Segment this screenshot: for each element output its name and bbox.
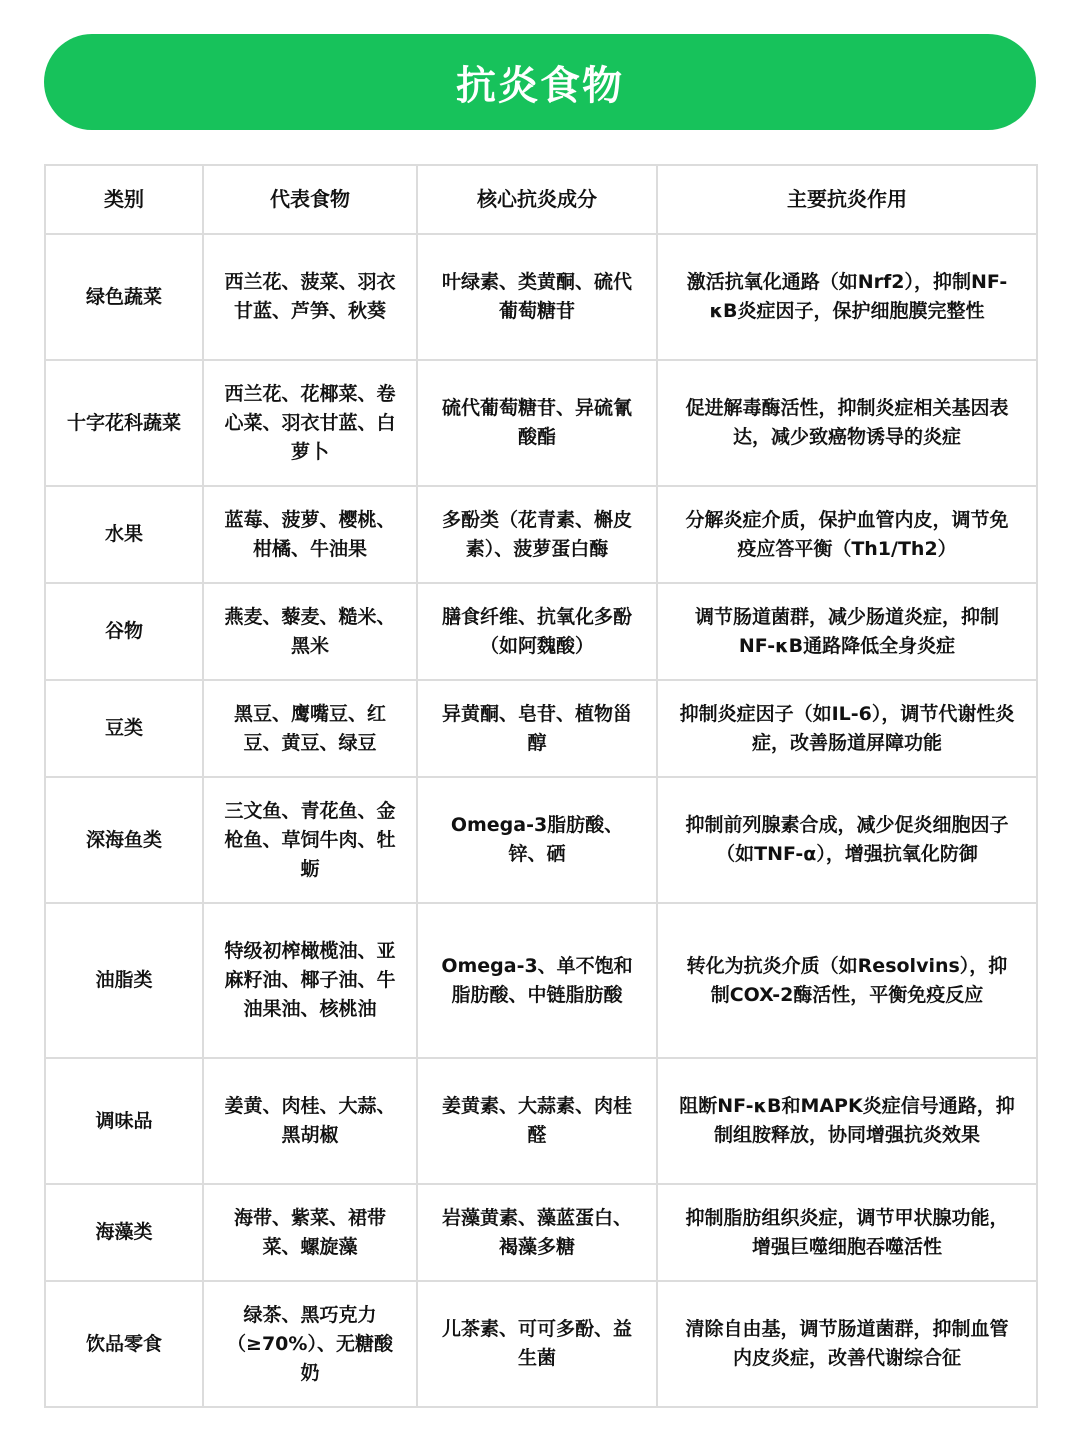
header-category: 类别: [45, 165, 203, 234]
header-components: 核心抗炎成分: [417, 165, 657, 234]
category-cell: 调味品: [45, 1058, 203, 1184]
components-cell: 异黄酮、皂苷、植物甾醇: [417, 680, 657, 777]
table-row: [45, 1281, 1037, 1407]
table-row: [45, 583, 1037, 680]
components-cell: 多酚类（花青素、槲皮素）、菠萝蛋白酶: [417, 486, 657, 583]
effects-cell: 抑制脂肪组织炎症，调节甲状腺功能，增强巨噬细胞吞噬活性: [657, 1184, 1037, 1281]
foods-cell: 三文鱼、青花鱼、金枪鱼、草饲牛肉、牡蛎: [203, 777, 417, 903]
table-row: [45, 486, 1037, 583]
foods-cell: 西兰花、菠菜、羽衣甘蓝、芦笋、秋葵: [203, 234, 417, 360]
foods-cell: 绿茶、黑巧克力（≥70%）、无糖酸奶: [203, 1281, 417, 1407]
components-cell: 叶绿素、类黄酮、硫代葡萄糖苷: [417, 234, 657, 360]
category-cell: 十字花科蔬菜: [45, 360, 203, 486]
effects-cell: 激活抗氧化通路（如Nrf2），抑制NF-κB炎症因子，保护细胞膜完整性: [657, 234, 1037, 360]
components-cell: Omega-3、单不饱和脂肪酸、中链脂肪酸: [417, 903, 657, 1058]
foods-cell: 燕麦、藜麦、糙米、黑米: [203, 583, 417, 680]
components-cell: 姜黄素、大蒜素、肉桂醛: [417, 1058, 657, 1184]
foods-cell: 姜黄、肉桂、大蒜、黑胡椒: [203, 1058, 417, 1184]
foods-cell: 黑豆、鹰嘴豆、红豆、黄豆、绿豆: [203, 680, 417, 777]
table-row: [45, 1058, 1037, 1184]
header-foods: 代表食物: [203, 165, 417, 234]
table-row: [45, 680, 1037, 777]
effects-cell: 清除自由基，调节肠道菌群，抑制血管内皮炎症，改善代谢综合征: [657, 1281, 1037, 1407]
foods-cell: 西兰花、花椰菜、卷心菜、羽衣甘蓝、白萝卜: [203, 360, 417, 486]
category-cell: 绿色蔬菜: [45, 234, 203, 360]
table-header-row: [45, 165, 1037, 234]
category-cell: 深海鱼类: [45, 777, 203, 903]
components-cell: Omega-3脂肪酸、锌、硒: [417, 777, 657, 903]
effects-cell: 抑制炎症因子（如IL-6），调节代谢性炎症，改善肠道屏障功能: [657, 680, 1037, 777]
category-cell: 油脂类: [45, 903, 203, 1058]
page-title: 抗炎食物: [456, 62, 624, 109]
table-row: [45, 777, 1037, 903]
table-row: [45, 903, 1037, 1058]
category-cell: 豆类: [45, 680, 203, 777]
effects-cell: 阻断NF-κB和MAPK炎症信号通路，抑制组胺释放，协同增强抗炎效果: [657, 1058, 1037, 1184]
foods-cell: 海带、紫菜、裙带菜、螺旋藻: [203, 1184, 417, 1281]
category-cell: 水果: [45, 486, 203, 583]
effects-cell: 分解炎症介质，保护血管内皮，调节免疫应答平衡（Th1/Th2）: [657, 486, 1037, 583]
anti-inflammatory-food-table: [44, 164, 1038, 1408]
effects-cell: 抑制前列腺素合成，减少促炎细胞因子（如TNF-α），增强抗氧化防御: [657, 777, 1037, 903]
components-cell: 硫代葡萄糖苷、异硫氰酸酯: [417, 360, 657, 486]
components-cell: 儿茶素、可可多酚、益生菌: [417, 1281, 657, 1407]
header-effects: 主要抗炎作用: [657, 165, 1037, 234]
table-row: [45, 234, 1037, 360]
title-banner: [44, 34, 1036, 130]
foods-cell: 蓝莓、菠萝、樱桃、柑橘、牛油果: [203, 486, 417, 583]
foods-cell: 特级初榨橄榄油、亚麻籽油、椰子油、牛油果油、核桃油: [203, 903, 417, 1058]
effects-cell: 转化为抗炎介质（如Resolvins），抑制COX-2酶活性，平衡免疫反应: [657, 903, 1037, 1058]
effects-cell: 调节肠道菌群，减少肠道炎症，抑制NF-κB通路降低全身炎症: [657, 583, 1037, 680]
table-row: [45, 360, 1037, 486]
category-cell: 谷物: [45, 583, 203, 680]
table-row: [45, 1184, 1037, 1281]
category-cell: 饮品零食: [45, 1281, 203, 1407]
category-cell: 海藻类: [45, 1184, 203, 1281]
components-cell: 岩藻黄素、藻蓝蛋白、褐藻多糖: [417, 1184, 657, 1281]
effects-cell: 促进解毒酶活性，抑制炎症相关基因表达，减少致癌物诱导的炎症: [657, 360, 1037, 486]
components-cell: 膳食纤维、抗氧化多酚（如阿魏酸）: [417, 583, 657, 680]
